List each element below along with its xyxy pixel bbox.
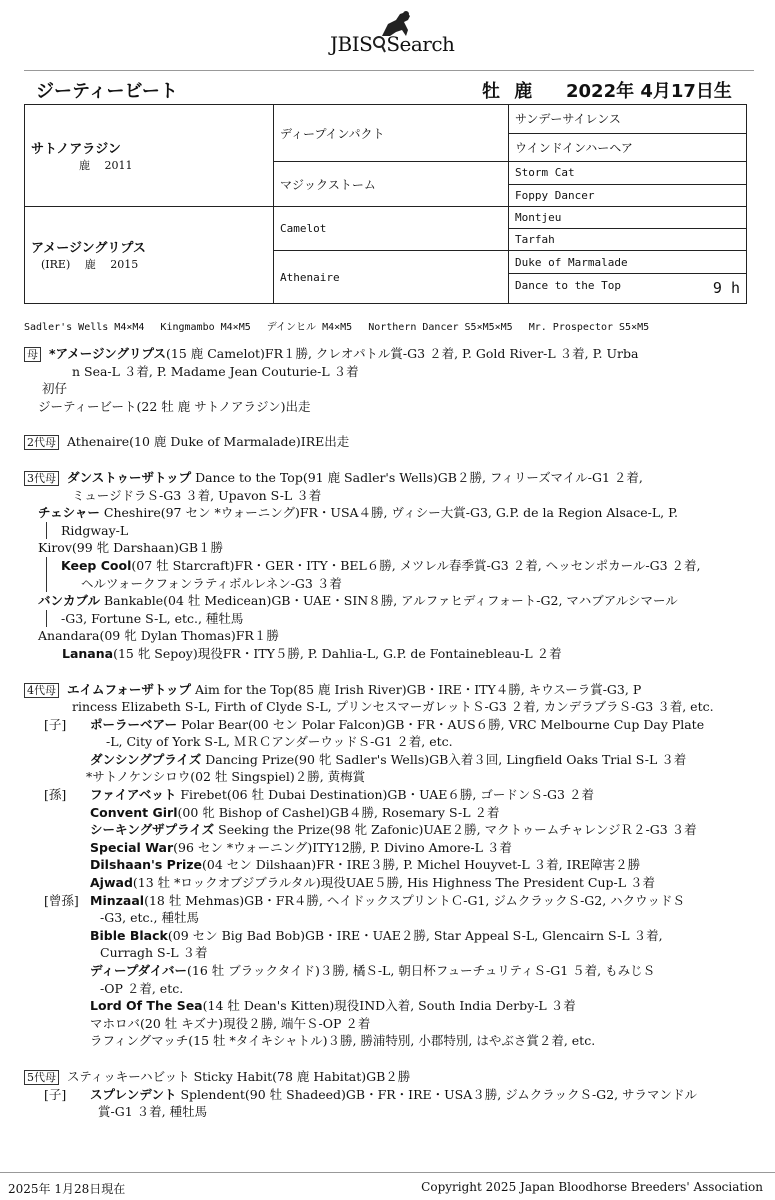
g2-tag: 2代母 <box>24 435 59 450</box>
jbis-search-logo[interactable] <box>330 8 460 54</box>
magnifier-icon <box>372 35 386 53</box>
g5-dam[interactable]: スティッキーハビット Sticky Habit(78 鹿 Habitat)GB２勝 <box>67 1068 411 1084</box>
family-section: 母 *アメージングリプス(15 鹿 Camelot)FR１勝, クレオパトル賞-G3 ２着, P. Gold River-L ３着, P. Urba n Sea-L ３着, P. Madame Jean Couturie-L ３着 初仔 ジーティービート(22 牡 鹿 サトノアラジン)出走 2代母 Athenaire(10 鹿 Duke of Marmalade)IRE出走 3代母 ダンストゥーザトップ Dance to the Top(91 鹿 Sadler's Wells)GB２勝, フィリーズマイル-G1 ２着, ミュージドラＳ-G3 ３着, Upavon S-L ３着 チェシャー Cheshire(97 セン *ウォーニング)FR・USA４勝, ヴィシー大賞-G3, G.P. de la Region Alsace-L, P. Ridgway-L Kirov(99 牝 Darshaan)GB１勝 Keep Cool(07 牡 Starcraft)FR・GER・ITY・BEL６勝, メツレル春季賞-G3 ２着, ヘッセンポカール-G3 ２着, ヘルツォークフォンラティボルレネン-G3 ３着 バンカブル Bankable(04 牡 Medicean)GB・UAE・SIN８勝, アルファヒディフォート-G2, マハブアルシマール -G3, Fortune S-L, etc., 種牡馬 Anandara(09 牝 Dylan Thomas)FR１勝 Lanana(15 牝 Sepoy)現役FR・ITY５勝, P. Dahlia-L, G.P. de Fontainebleau-L ２着 4代母 エイムフォーザトップ Aim for the Top(85 鹿 Irish River)GB・IRE・ITY４勝, キウスーラ賞-G3, P rincess Elizabeth S-L, Firth of Clyde S-L, プリンセスマーガレットＳ-G3 ２着, カンデラブラＳ-G3 ３着, etc. [子] ポーラーベアー Polar Bear(00 セン Polar Falcon)GB・FR・AUS６勝, VRC Melbourne Cup Day Plate -L, City of York S-L, ＭＲＣアンダーウッドＳ-G1 ２着, etc. ダンシングプライズ Dancing Prize(90 牝 Sadler's Wells)GB入着３回, Lingfield Oaks Trial S-L ３着 *サトノケンシロウ(02 牡 Singspiel)２勝, 黄梅賞 [孫] ファイアベット Firebet(06 牡 Dubai Destination)GB・UAE６勝, ゴードンＳ-G3 ２着 Convent Girl(00 牝 Bishop of Cashel)GB４勝, Rosemary S-L ２着 シーキングザプライズ Seeking the Prize(98 牝 Zafonic)UAE２勝, マクトゥームチャレンジＲ２-G3 ３着 Special War(96 セン *ウォーニング)ITY12勝, P. Divino Amore-L ３着 Dilshaan's Prize(04 セン Dilshaan)FR・IRE３勝, P. Michel Houyvet-L ３着, IRE障害２勝 Ajwad(13 牡 *ロックオブジブラルタル)現役UAE５勝, His Highness The President Cup-L ３着 [曾孫] Minzaal(18 牡 Mehmas)GB・FR４勝, ヘイドックスプリントＣ-G1, ジムクラックＳ-G2, ハクウッドＳ -G3, etc., 種牡馬 Bible Black(09 セン Big Bad Bob)GB・IRE・UAE２勝, Star Appeal S-L, Glencairn S-L ３着, Curragh S-L ３着 ディープダイバー(16 牡 ブラックタイド)３勝, 橘Ｓ-L, 朝日杯フューチュリティＳ-G1 ５着, もみじＳ -OP ２着, etc. Lord Of The Sea(14 牡 Dean's Kitten)現役IND入着, South India Derby-L ３着 マホロバ(20 牡 キズナ)現役２勝, 端午Ｓ-OP ２着 ラフィングマッチ(15 牡 *タイキシャトル)３勝, 勝浦特別, 小郡特別, はやぶさ賞２着, etc. 5代母 スティッキーハビット Sticky Habit(78 鹿 Habitat)GB２勝 [子] スプレンデント Splendent(90 牡 Shadeed)GB・FR・IRE・USA３勝, ジムクラックＳ-G2, サラマンドル 賞-G1 ３着, 種牡馬 <box>24 345 764 1121</box>
horse-name: ジーティービート <box>36 81 178 102</box>
pedigree-sire-dam[interactable]: マジックストーム <box>274 162 509 207</box>
offspring-entry[interactable]: ジーティービート(22 牡 鹿 サトノアラジン)出走 <box>38 398 311 414</box>
header-divider <box>24 70 754 71</box>
pedigree-dam-dam[interactable]: Athenaire <box>274 251 509 304</box>
copyright: Copyright 2025 Japan Bloodhorse Breeders' Association <box>421 1180 763 1194</box>
pedigree-sire[interactable]: サトノアラジン 鹿 2011 <box>25 105 274 207</box>
horse-sex-color: 牡 鹿 <box>482 81 533 102</box>
pedigree-sdd[interactable]: Foppy Dancer <box>509 184 747 206</box>
pedigree-sss[interactable]: サンデーサイレンス <box>509 105 747 134</box>
g5-tag: 5代母 <box>24 1070 59 1085</box>
pedigree-sds[interactable]: Storm Cat <box>509 162 747 184</box>
pedigree-dsd[interactable]: Tarfah <box>509 229 747 251</box>
inbreeding-line: Sadler's Wells M4×M4 Kingmambo M4×M5 デインヒル M4×M5 Northern Dancer S5×M5×M5 Mr. Prospector S5×M5 <box>24 322 650 333</box>
g2-dam[interactable]: Athenaire(10 鹿 Duke of Marmalade)IRE出走 <box>67 434 350 450</box>
as-of-date: 2025年 1月28日現在 <box>8 1182 126 1196</box>
dam-name[interactable]: *アメージングリプス <box>49 346 166 361</box>
pedigree-dam[interactable]: アメージングリプス (IRE) 鹿 2015 <box>25 206 274 303</box>
logo-text: JBIS Search <box>330 32 455 56</box>
pedigree-sire-sire[interactable]: ディープインパクト <box>274 105 509 162</box>
pedigree-dss[interactable]: Montjeu <box>509 206 747 228</box>
pedigree-dam-sire[interactable]: Camelot <box>274 206 509 251</box>
g4-tag: 4代母 <box>24 683 59 698</box>
pedigree-table <box>24 104 747 304</box>
pedigree-ssd[interactable]: ウインドインハーヘア <box>509 133 747 162</box>
horse-birthdate: 2022年 4月17日生 <box>566 81 732 102</box>
footer-divider <box>0 1172 775 1173</box>
g3-child-3[interactable]: バンカブル <box>38 593 101 609</box>
pedigree-ddd[interactable]: Dance to the Top 9 h <box>509 273 747 303</box>
g3-tag: 3代母 <box>24 471 59 486</box>
h-count: 9 h <box>712 279 740 298</box>
g3-child-1[interactable]: チェシャー <box>38 505 100 521</box>
pedigree-dds[interactable]: Duke of Marmalade <box>509 251 747 273</box>
g3-child-2[interactable]: Kirov(99 牝 Darshaan)GB１勝 <box>38 540 224 556</box>
dam-tag: 母 <box>24 347 41 362</box>
g3-child-4[interactable]: Anandara(09 牝 Dylan Thomas)FR１勝 <box>38 628 279 644</box>
